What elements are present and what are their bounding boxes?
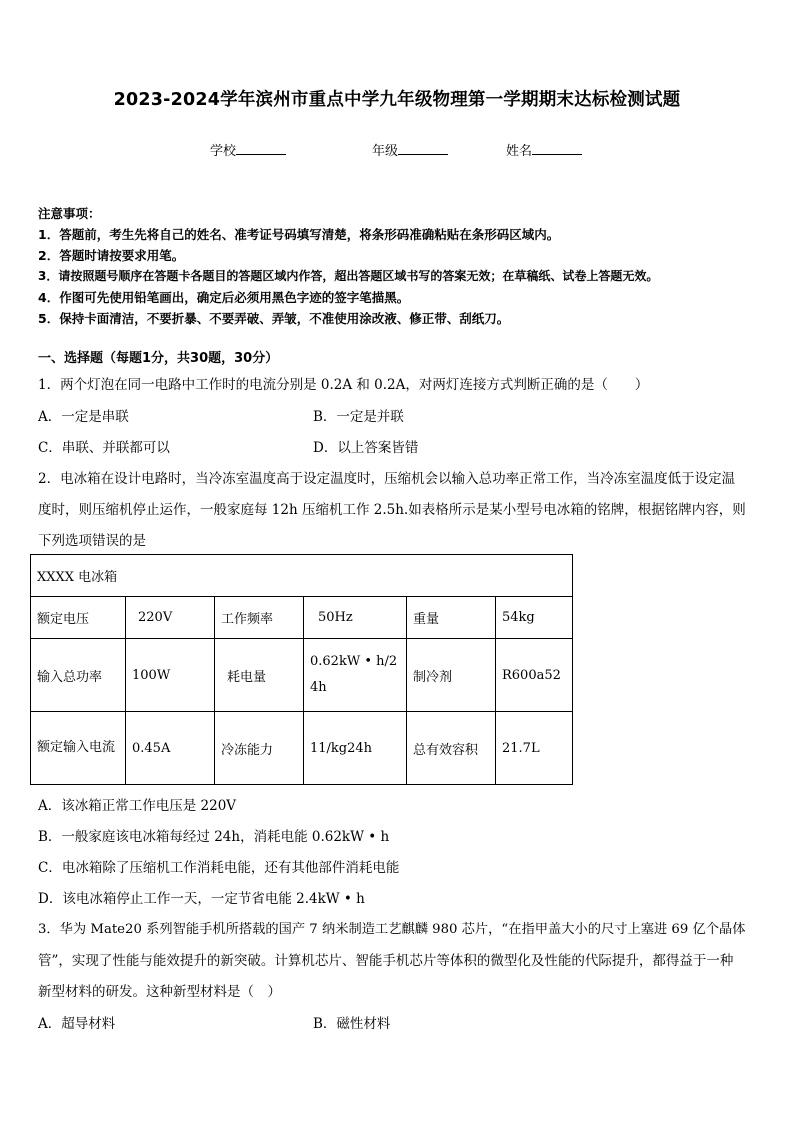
q2-option-a: A．该冰箱正常工作电压是 220V xyxy=(38,798,237,814)
table-cell: 额定输入电流 xyxy=(31,712,126,785)
table-cell: 耗电量 xyxy=(215,639,304,712)
notice-item: 2．答题时请按要求用笔。 xyxy=(38,248,185,263)
q1-option-b: B．一定是并联 xyxy=(313,409,404,425)
notice-item: 4．作图可先使用铅笔画出，确定后必须用黑色字迹的签字笔描黑。 xyxy=(38,290,410,305)
table-header-cell: XXXX 电冰箱 xyxy=(31,555,573,597)
name-label: 姓名 xyxy=(506,144,533,159)
school-label: 学校 xyxy=(210,144,237,159)
table-cell: 0.62kW • h/24h xyxy=(304,639,407,712)
table-row xyxy=(31,639,573,712)
table-header-row xyxy=(31,555,573,597)
table-cell: 工作频率 xyxy=(215,597,304,639)
q1-option-a: A．一定是串联 xyxy=(38,409,129,425)
q3-stem-line: 管”，实现了性能与能效提升的新突破。计算机芯片、智能手机芯片等体积的微型化及性能的代际提升，都得益于一种 xyxy=(38,953,734,969)
q2-stem-line: 2．电冰箱在设计电路时，当冷冻室温度高于设定温度时，压缩机会以输入总功率正常工作，当冷冻室温度低于设定温 xyxy=(38,471,736,487)
q2-stem-line: 度时，则压缩机停止运作，一般家庭每 12h 压缩机工作 2.5h.如表格所示是某小型号电冰箱的铭牌，根据铭牌内容，则 xyxy=(38,502,746,518)
name-blank xyxy=(532,142,582,155)
q2-stem-line: 下列选项错误的是 xyxy=(38,533,146,549)
q2-option-d: D．该电冰箱停止工作一天，一定节省电能 2.4kW • h xyxy=(38,891,365,907)
notice-item: 1．答题前，考生先将自己的姓名、准考证号码填写清楚，将条形码准确粘贴在条形码区域内。 xyxy=(38,227,560,242)
table-cell: 21.7L xyxy=(496,712,573,785)
q3-option-a: A．超导材料 xyxy=(38,1016,116,1032)
notice-block xyxy=(38,203,658,329)
q2-option-c: C．电冰箱除了压缩机工作消耗电能，还有其他部件消耗电能 xyxy=(38,860,400,876)
name-field xyxy=(506,140,582,159)
student-info-row xyxy=(0,140,794,160)
table-cell: 220V xyxy=(126,597,215,639)
q2-option-b: B．一般家庭该电冰箱每经过 24h，消耗电能 0.62kW • h xyxy=(38,829,390,845)
q1-option-d: D．以上答案皆错 xyxy=(313,440,419,456)
fridge-nameplate-table xyxy=(30,554,573,785)
table-cell: 11/kg24h xyxy=(304,712,407,785)
table-cell: 100W xyxy=(126,639,215,712)
table-cell: 制冷剂 xyxy=(407,639,496,712)
grade-field xyxy=(372,140,448,159)
table-cell: 输入总功率 xyxy=(31,639,126,712)
table-cell: 总有效容积 xyxy=(407,712,496,785)
table-row xyxy=(31,712,573,785)
q3-option-b: B．磁性材料 xyxy=(313,1016,391,1032)
school-field xyxy=(210,140,286,159)
q1-stem: 1．两个灯泡在同一电路中工作时的电流分别是 0.2A 和 0.2A，对两灯连接方式判断正确的是（ ） xyxy=(38,377,649,393)
table-cell: R600a52 xyxy=(496,639,573,712)
table-cell: 冷冻能力 xyxy=(215,712,304,785)
grade-label: 年级 xyxy=(372,144,399,159)
notice-item: 5．保持卡面清洁，不要折暴、不要弄破、弄皱，不准使用涂改液、修正带、刮纸刀。 xyxy=(38,311,510,326)
section-heading: 一、选择题（每题1分，共30题，30分） xyxy=(38,351,279,366)
table-cell: 0.45A xyxy=(126,712,215,785)
table-cell: 50Hz xyxy=(304,597,407,639)
notice-heading: 注意事项： xyxy=(38,206,101,221)
q1-option-c: C．串联、并联都可以 xyxy=(38,440,170,456)
school-blank xyxy=(236,142,286,155)
table-cell: 重量 xyxy=(407,597,496,639)
exam-title: 2023-2024学年滨州市重点中学九年级物理第一学期期末达标检测试题 xyxy=(113,90,681,110)
table-cell: 54kg xyxy=(496,597,573,639)
grade-blank xyxy=(398,142,448,155)
notice-item: 3．请按照题号顺序在答题卡各题目的答题区域内作答，超出答题区域书写的答案无效；在草稿纸、试卷上答题无效。 xyxy=(38,269,659,283)
table-row xyxy=(31,597,573,639)
table-cell: 额定电压 xyxy=(31,597,126,639)
q3-stem-line: 新型材料的研发。这种新型材料是（ ） xyxy=(38,984,281,1000)
q3-stem-line: 3．华为 Mate20 系列智能手机所搭载的国产 7 纳米制造工艺麒麟 980 芯片，“在指甲盖大小的尺寸上塞进 69 亿个晶体 xyxy=(38,922,746,937)
